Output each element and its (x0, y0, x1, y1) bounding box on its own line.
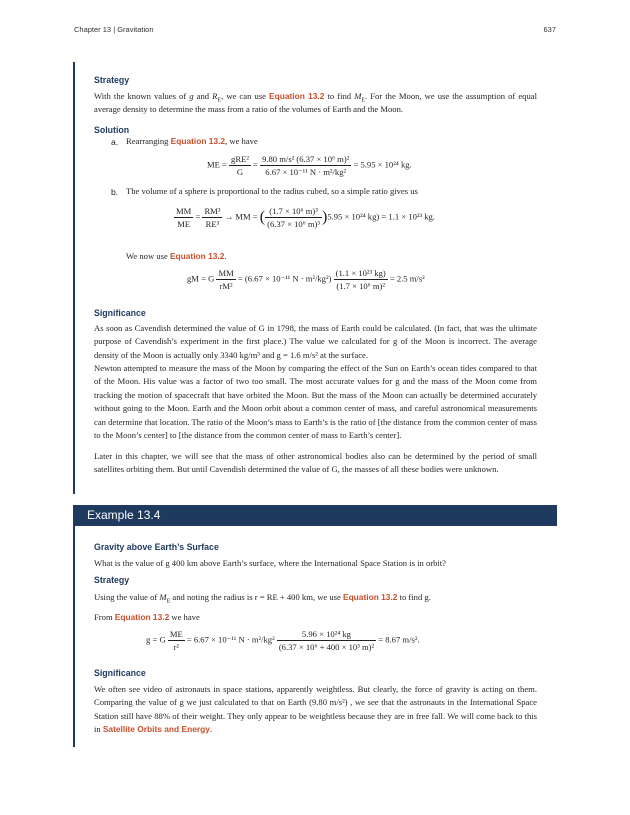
example-title-band (73, 505, 557, 526)
equation-13-2-link[interactable]: Equation 13.2 (342, 592, 398, 602)
example-sidebar-rule-2 (73, 505, 75, 747)
example-significance-heading: Significance (94, 668, 146, 678)
satellite-orbits-link[interactable]: Satellite Orbits and Energy (102, 724, 210, 735)
example-strategy-heading: Strategy (94, 575, 130, 585)
part-b-text: The volume of a sphere is proportional to the radius cubed, so a simple ratio gives us (126, 186, 418, 196)
significance-paragraph-3: Later in this chapter, we will see that the mass of other astronomical bodies also can be determined by the period of small satellites orbiting them. But until Cavendish determined the value of G, the masses of all these bodies were unknown. (94, 451, 537, 475)
significance-heading: Significance (94, 308, 146, 318)
example-sidebar-rule (73, 62, 75, 494)
equation-g-moon: gM = G $\frac{MM}{\text{rM²}}$ = (6.67 × 10⁻¹¹ N · m²/kg²) $\frac{\text{(1.1 × 10²³ kg)}}{\text{(1.7 × 10⁶ m)²}}$ = 2.5 m/s² (187, 268, 425, 291)
equation-mass-earth: ME = $\frac{\text{gRE²}}{G}$ = $\frac{\text{9.80 m/s² (6.37 × 10⁶ m)²}}{\text{6.67 × 10⁻¹¹ N · m²/kg²}}$ = 5.95 × 10²⁴ kg. (207, 154, 412, 177)
example-significance-text: We often see video of astronauts in space stations, apparently weightless. But clearly, the force of gravity is acting on them. Comparing the value of g we just calculated to that on Earth (9.80 m/s²) , we see that the astronauts in the International Space Station still have 88% of their weight. They only appear to be weightless because they are in free fall. We will come back to this in Satellite Orbits and Energy. (94, 684, 537, 735)
page-number: 637 (543, 25, 556, 34)
part-a-text: Rearranging Equation 13.2, we have (126, 136, 258, 146)
now-use-text: We now use Equation 13.2. (126, 251, 227, 261)
strategy-heading: Strategy (94, 75, 130, 85)
part-a-label: a. (111, 137, 119, 147)
equation-13-2-link[interactable]: Equation 13.2 (169, 251, 225, 261)
running-header-chapter: Chapter 13 | Gravitation (74, 25, 154, 34)
solution-heading: Solution (94, 125, 130, 135)
part-b-label: b. (111, 187, 119, 197)
equation-13-2-link[interactable]: Equation 13.2 (269, 91, 325, 101)
equation-13-2-link[interactable]: Equation 13.2 (170, 136, 226, 146)
equation-g-iss: g = G $\frac{ME}{\text{r²}}$ = 6.67 × 10⁻¹¹ N · m²/kg² $\frac{\text{5.96 × 10²⁴ kg}}{\text{(6.37 × 10⁶ + 400 × 10³ m)²}}$ = 8.67 m/s². (146, 629, 420, 652)
significance-paragraph-1: As soon as Cavendish determined the value of G in 1798, the mass of Earth could be calculated. (In fact, that was the ultimate purpose of Cavendish’s experiment in the first place.) The value we calculated for g of the Moon is incorrect. The average density of the Moon is actually only 3340 kg/m³ and g = 1.6 m/s² at the surface. (94, 323, 537, 360)
example-question: What is the value of g 400 km above Earth’s surface, where the International Space Station is in orbit? (94, 558, 446, 568)
example-strategy-text: Using the value of $M_E$ and noting the radius is r = RE + 400 km, we use Equation 13.2 to find g. (94, 592, 431, 605)
strategy-paragraph: With the known values of g and $R_E$, we can use Equation 13.2 to find $M_E$. For the Moon, we use the assumption of equal average density to determine the mass from a ratio of the volumes of Earth and the Moon. (94, 91, 537, 115)
example-subtitle: Gravity above Earth’s Surface (94, 542, 219, 552)
example-title: Example 13.4 (87, 508, 161, 522)
significance-paragraph-2: Newton attempted to measure the mass of the Moon by comparing the effect of the Sun on Earth’s ocean tides compared to that of the Moon. His value was a factor of two too small. The most accurate values for g and the mass of the Moon come from tracking the motion of spacecraft that have orbited the Moon. But the mass of the Moon can actually be determined accurately without going to the Moon. Earth and the Moon orbit about a common center of mass, and careful astronomical measurements can determine that location. The ratio of the Moon’s mass to Earth’s is the ratio of [the distance from the common center of mass to the Moon’s center] to [the distance from the common center of mass to Earth’s center]. (94, 363, 537, 441)
equation-mass-moon: $\frac{MM}{ME}$ = $\frac{\text{RM³}}{\text{RE³}}$ → MM = ( $\frac{\text{(1.7 × 10⁶ m)³}}{\text{(6.37 × 10⁶ m)³}}$ )5.95 × 10²⁴ kg) = 1.1 × 10²³ kg. (176, 206, 435, 229)
example-from-text: From Equation 13.2 we have (94, 612, 200, 622)
equation-13-2-link[interactable]: Equation 13.2 (114, 612, 170, 622)
